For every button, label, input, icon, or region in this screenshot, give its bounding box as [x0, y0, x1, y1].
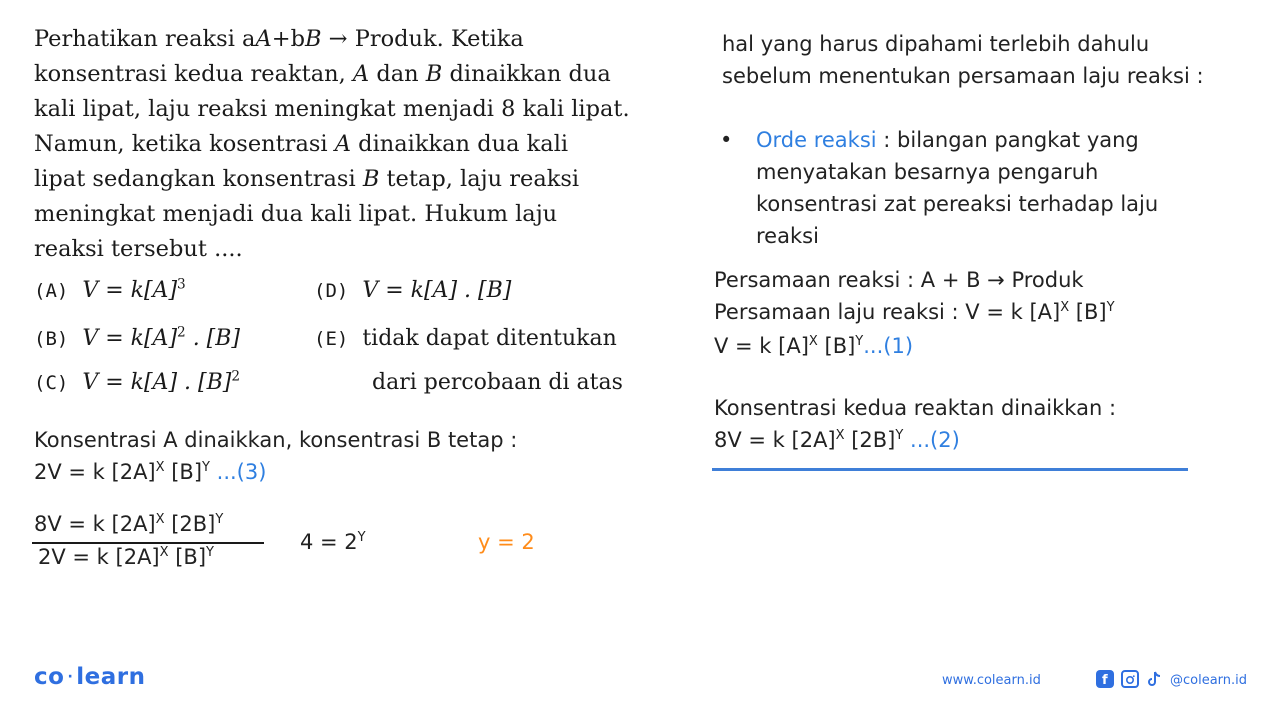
orde-definition-3: konsentrasi zat pereaksi terhadap laju: [756, 192, 1159, 216]
question-text: Perhatikan reaksi aA+bB → Produk. Ketika konsentrasi kedua reaktan, A dan B dinaikkan dua kali lipat, laju reaksi meningkat menjadi 8 kali lipat. Namun, ketika kosentrasi A dinaikkan dua kali lipat sedangkan konsentrasi B tetap, laju reaksi meningkat menjadi dua kali lipat. Hukum laju reaksi tersebut ....: [34, 26, 630, 262]
reaction-equation: Persamaan reaksi : A + B → Produk: [714, 268, 1084, 292]
orde-definition-2: menyatakan besarnya pengaruh: [756, 160, 1099, 184]
fraction-numerator: 8V = k $[2A]^X$ $[2B]^Y$: [34, 511, 224, 536]
option-c: (C) V = k[A] . $[B]^2$: [34, 368, 241, 395]
rate-law: Persamaan laju reaksi : V = k $[A]^X$ $[B]^Y$: [714, 299, 1115, 324]
option-e-line2: dari percobaan di atas: [372, 370, 623, 395]
orde-definition-4: reaksi: [756, 224, 819, 248]
option-b: (B) $V = k[A]^2$ . [B]: [34, 324, 241, 351]
instagram-icon[interactable]: [1121, 670, 1139, 688]
option-a: (A) $V = k[A]^3$: [34, 276, 186, 303]
colearn-logo: co · learn: [34, 664, 146, 690]
fraction-bar: [32, 542, 264, 544]
both-increased-heading: Konsentrasi kedua reaktan dinaikkan :: [714, 396, 1117, 420]
svg-text:f: f: [1102, 673, 1108, 688]
facebook-icon[interactable]: [1096, 670, 1114, 688]
social-handle[interactable]: @colearn.id: [1170, 673, 1248, 688]
website-link[interactable]: www.colearn.id: [942, 673, 1041, 688]
tiktok-icon[interactable]: [1146, 670, 1164, 688]
equation-2: 8V = k $[2A]^X$ $[2B]^Y$ ...(2): [714, 427, 960, 452]
option-d: (D) V = k[A] . [B]: [314, 278, 512, 303]
right-intro-2: sebelum menentukan persamaan laju reaksi :: [722, 64, 1204, 88]
orde-definition-1: Orde reaksi : bilangan pangkat yang: [756, 128, 1139, 152]
work-left-heading: Konsentrasi A dinaikkan, konsentrasi B tetap :: [34, 428, 518, 452]
exponent-equation: $4 = 2^Y$: [300, 529, 366, 554]
equation-3: 2V = k $[2A]^X$ $[B]^Y$ ...(3): [34, 459, 267, 484]
divider-line: [712, 468, 1188, 471]
result-y: y = 2: [478, 530, 535, 554]
equation-1: V = k $[A]^X$ $[B]^Y...(1)$: [714, 333, 914, 358]
bullet-icon: •: [720, 128, 733, 152]
fraction-denominator: 2V = k $[2A]^X$ $[B]^Y$: [38, 544, 214, 569]
right-intro-1: hal yang harus dipahami terlebih dahulu: [722, 32, 1150, 56]
option-e: (E) tidak dapat ditentukan: [314, 326, 617, 351]
